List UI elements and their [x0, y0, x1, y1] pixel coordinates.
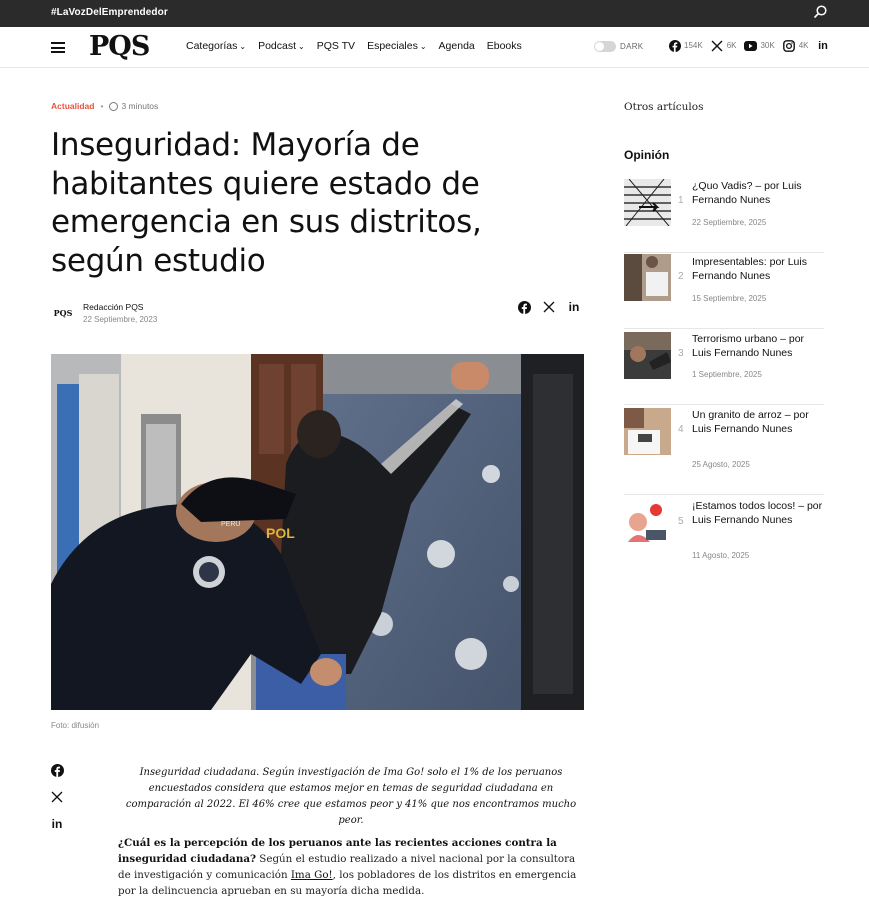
list-item[interactable]: [624, 176, 824, 253]
x-link[interactable]: 6K: [711, 39, 737, 52]
x-icon: [543, 301, 555, 313]
nav-item-pqs-tv[interactable]: PQS TV: [316, 40, 356, 52]
item-date: 22 Septiembre, 2025: [692, 218, 767, 227]
share-linkedin-button-side[interactable]: [50, 817, 64, 831]
article-thumbnail[interactable]: [624, 254, 671, 301]
instagram-link[interactable]: 4K: [783, 39, 809, 52]
nav-item-especiales[interactable]: Especiales ⌄: [367, 40, 427, 52]
read-time: 3 minutos: [121, 101, 159, 111]
youtube-icon: [744, 39, 757, 52]
item-title[interactable]: Impresentables: por Luis Fernando Nunes: [692, 256, 807, 282]
share-x-button[interactable]: [542, 300, 556, 314]
article-lead: Inseguridad ciudadana. Según investigación de Ima Go! solo el 1% de los peruanos encuestados considera que estamos mejor en temas de seguridad ciudadana en comparación al 2022. El 46% cree que estamos peor y 41% que nos encontramos mucho peor.: [125, 767, 577, 826]
share-buttons-side: [50, 763, 64, 844]
main-navigation: [0, 27, 869, 68]
site-logo[interactable]: PQS: [89, 31, 150, 62]
facebook-link[interactable]: 154K: [668, 39, 703, 52]
item-title[interactable]: ¡Estamos todos locos! – por Luis Fernando Nunes: [692, 500, 823, 526]
police-search-illustration: [51, 354, 584, 710]
article-thumbnail[interactable]: [624, 179, 671, 226]
author-name[interactable]: Redacción PQS: [83, 302, 144, 312]
nav-menu: [186, 40, 534, 52]
share-facebook-button-side[interactable]: [50, 763, 64, 777]
cap-text: POL: [266, 525, 295, 541]
social-counters: [668, 39, 838, 52]
hamburger-menu-icon[interactable]: [51, 42, 65, 53]
hashtag-label[interactable]: #LaVozDelEmprendedor: [51, 7, 168, 18]
clock-icon: [109, 102, 118, 111]
list-item[interactable]: [624, 495, 824, 579]
facebook-icon: [668, 39, 681, 52]
search-icon[interactable]: [812, 4, 828, 20]
list-item[interactable]: [624, 329, 824, 405]
share-linkedin-button[interactable]: [567, 300, 581, 314]
image-caption: Foto: difusión: [51, 721, 100, 730]
linkedin-icon: in: [568, 300, 580, 314]
body-question: ¿Cuál es la percepción de los peruanos ante las recientes acciones contra la inseguridad ciudadana?: [118, 837, 557, 865]
dark-mode-toggle[interactable]: [594, 41, 616, 52]
share-buttons-top: [517, 300, 592, 314]
linkedin-icon: in: [818, 39, 828, 52]
item-title[interactable]: Un granito de arroz – por Luis Fernando Nunes: [692, 409, 809, 435]
list-item[interactable]: [624, 253, 824, 329]
author-avatar[interactable]: PQS: [53, 308, 73, 318]
item-date: 1 Septiembre, 2025: [692, 370, 762, 379]
article-body-paragraph: [118, 835, 584, 897]
article-title: Inseguridad: Mayoría de habitantes quiere estado de emergencia en sus distritos, según estudio: [51, 127, 482, 279]
item-title[interactable]: Terrorismo urbano – por Luis Fernando Nunes: [692, 333, 805, 359]
linkedin-link[interactable]: [817, 39, 830, 52]
article-thumbnail[interactable]: [624, 332, 671, 379]
nav-item-ebooks[interactable]: Ebooks: [486, 40, 522, 52]
opinion-section-title[interactable]: Opinión: [624, 148, 670, 162]
share-facebook-button[interactable]: [517, 300, 531, 314]
top-bar: [0, 0, 869, 27]
opinion-list: [624, 176, 824, 579]
separator-dot: •: [100, 101, 104, 111]
publish-date: 22 Septiembre, 2023: [83, 315, 158, 324]
chevron-down-icon: ⌄: [298, 42, 305, 51]
youtube-link[interactable]: 30K: [744, 39, 774, 52]
body-text-post: , los pobladores de los distritos en emergencia por la delincuencia aprueban en su mayoría dicha medida.: [118, 869, 577, 897]
chevron-down-icon: ⌄: [419, 42, 427, 51]
instagram-icon: [783, 39, 796, 52]
category-link[interactable]: Actualidad: [51, 101, 95, 111]
item-number: 2: [678, 271, 684, 282]
linkedin-icon: in: [51, 817, 63, 831]
item-number: 4: [678, 424, 684, 435]
dark-mode-label: DARK: [620, 42, 644, 51]
article-meta: [51, 101, 158, 111]
article-thumbnail[interactable]: [624, 500, 671, 547]
x-icon: [51, 791, 63, 803]
x-icon: [711, 39, 724, 52]
facebook-icon: [51, 764, 64, 777]
facebook-icon: [518, 301, 531, 314]
hero-image: [51, 354, 584, 710]
vest-text: PERU: [221, 521, 241, 528]
item-title[interactable]: ¿Quo Vadis? – por Luis Fernando Nunes: [692, 180, 802, 206]
nav-item-podcast[interactable]: Podcast ⌄: [258, 40, 305, 52]
item-date: 15 Septiembre, 2025: [692, 294, 767, 303]
ima-go-link[interactable]: Ima Go!: [290, 869, 333, 881]
list-item[interactable]: [624, 405, 824, 495]
nav-item-agenda[interactable]: Agenda: [438, 40, 475, 52]
article-thumbnail[interactable]: [624, 408, 671, 455]
body-text-pre: Según el estudio realizado a nivel nacional por la consultora de investigación y comunicación: [118, 853, 576, 881]
item-number: 3: [678, 348, 684, 359]
item-number: 1: [678, 195, 684, 206]
nav-item-categorias[interactable]: Categorías ⌄: [186, 40, 247, 52]
item-date: 11 Agosto, 2025: [692, 551, 750, 560]
chevron-down-icon: ⌄: [239, 42, 247, 51]
share-x-button-side[interactable]: [50, 790, 64, 804]
other-articles-title: Otros artículos: [624, 101, 704, 113]
author-block: [51, 301, 157, 325]
item-number: 5: [678, 516, 684, 527]
item-date: 25 Agosto, 2025: [692, 460, 750, 469]
